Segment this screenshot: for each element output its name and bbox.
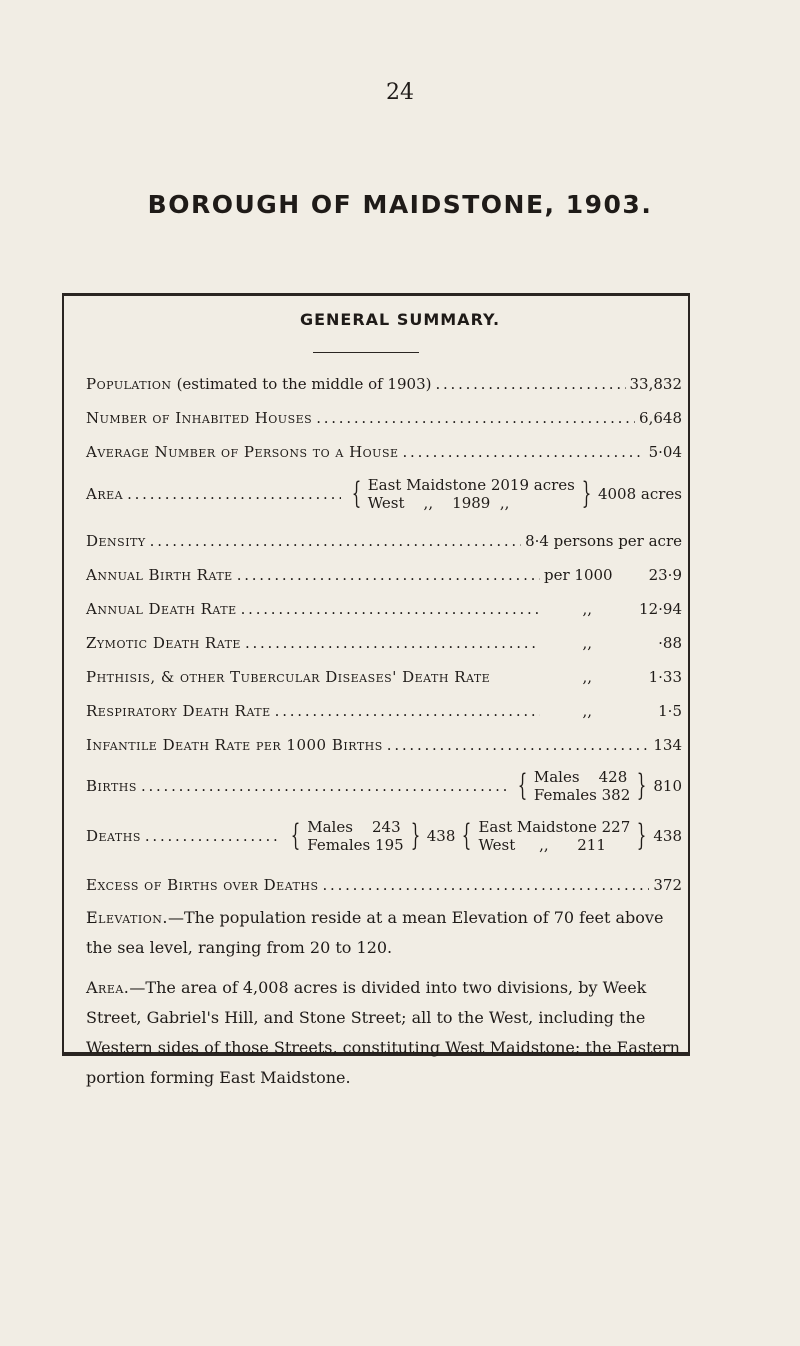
population-row [86, 375, 682, 393]
area-east: East Maidstone 2019 acres [367, 476, 575, 494]
area-label: Area [86, 485, 124, 503]
deaths-females: Females 195 [307, 836, 404, 854]
infantile-row [86, 736, 682, 754]
births-males: Males 428 [533, 768, 628, 786]
death-rate-row: Annual Death Rate . . . ,, 12·94 [86, 600, 682, 618]
phthisis-rate-row: Phthisis, & other Tubercular Diseases' Death Rate ,, 1·33 [86, 668, 682, 686]
deaths-total: 438 [653, 827, 682, 845]
elevation-text: —The population reside at a mean Elevation of 70 feet above the sea level, ranging from 20 to 120. [86, 908, 664, 957]
deaths-label: Deaths [86, 827, 141, 845]
houses-label: Number of Inhabited Houses [86, 409, 313, 427]
birth-rate-row: Annual Birth Rate . . . per 1000 23·9 [86, 566, 682, 584]
excess-value: 372 [653, 876, 682, 894]
area-row: Area . . . { East Maidstone 2019 acres West ,, 1989 ,, } 4008 acres [86, 476, 682, 512]
persons-per-house-row [86, 443, 682, 461]
births-total: 810 [653, 777, 682, 795]
density-value: 8·4 persons per acre [525, 532, 682, 550]
persons-per-house-value: 5·04 [648, 443, 682, 461]
infantile-value: 134 [653, 736, 682, 754]
deaths-west: West ,, 211 [478, 836, 606, 854]
respiratory-rate-row: Respiratory Death Rate . . . ,, 1·5 [86, 702, 682, 720]
excess-row [86, 876, 682, 894]
deaths-east: East Maidstone 227 [478, 818, 631, 836]
area-total: 4008 acres [597, 485, 682, 503]
population-note: (estimated to the middle of 1903) [176, 375, 432, 393]
density-label: Density [86, 532, 146, 550]
area-note-label: Area. [86, 978, 130, 997]
deaths-subtotal: 438 [426, 827, 456, 845]
persons-per-house-label: Average Number of Persons to a House [86, 443, 399, 461]
elevation-paragraph [86, 903, 682, 963]
houses-row [86, 409, 682, 427]
births-row: Births . . . { Males 428 Females 382 } 810 [86, 768, 682, 804]
infantile-label: Infantile Death Rate per 1000 Births [86, 736, 383, 754]
zymotic-rate-row: Zymotic Death Rate . . . ,, ·88 [86, 634, 682, 652]
births-label: Births [86, 777, 137, 795]
heading-rule [313, 352, 419, 353]
births-females: Females 382 [533, 786, 631, 804]
deaths-row: Deaths . . . { Males 243 Females 195 } 438 { East Maidstone 227 West ,, 211 } 438 [86, 818, 682, 854]
elevation-label: Elevation. [86, 908, 168, 927]
page-number: 24 [386, 80, 414, 105]
area-note-text: —The area of 4,008 acres is divided into two divisions, by Week Street, Gabriel's Hill, and Stone Street; all to the West, including the Western sides of those Streets, constituting West Maidstone; the Eastern portion forming East Maidstone. [86, 978, 680, 1087]
population-label: Population [86, 375, 172, 393]
excess-label: Excess of Births over Deaths [86, 876, 319, 894]
density-row [86, 532, 682, 550]
population-value: 33,832 [629, 375, 682, 393]
area-west: West ,, 1989 ,, [367, 494, 510, 512]
summary-heading: GENERAL SUMMARY. [299, 310, 501, 329]
document-title: BOROUGH OF MAIDSTONE, 1903. [147, 190, 653, 219]
deaths-males: Males 243 [307, 818, 401, 836]
houses-value: 6,648 [639, 409, 682, 427]
area-paragraph [86, 973, 682, 1093]
